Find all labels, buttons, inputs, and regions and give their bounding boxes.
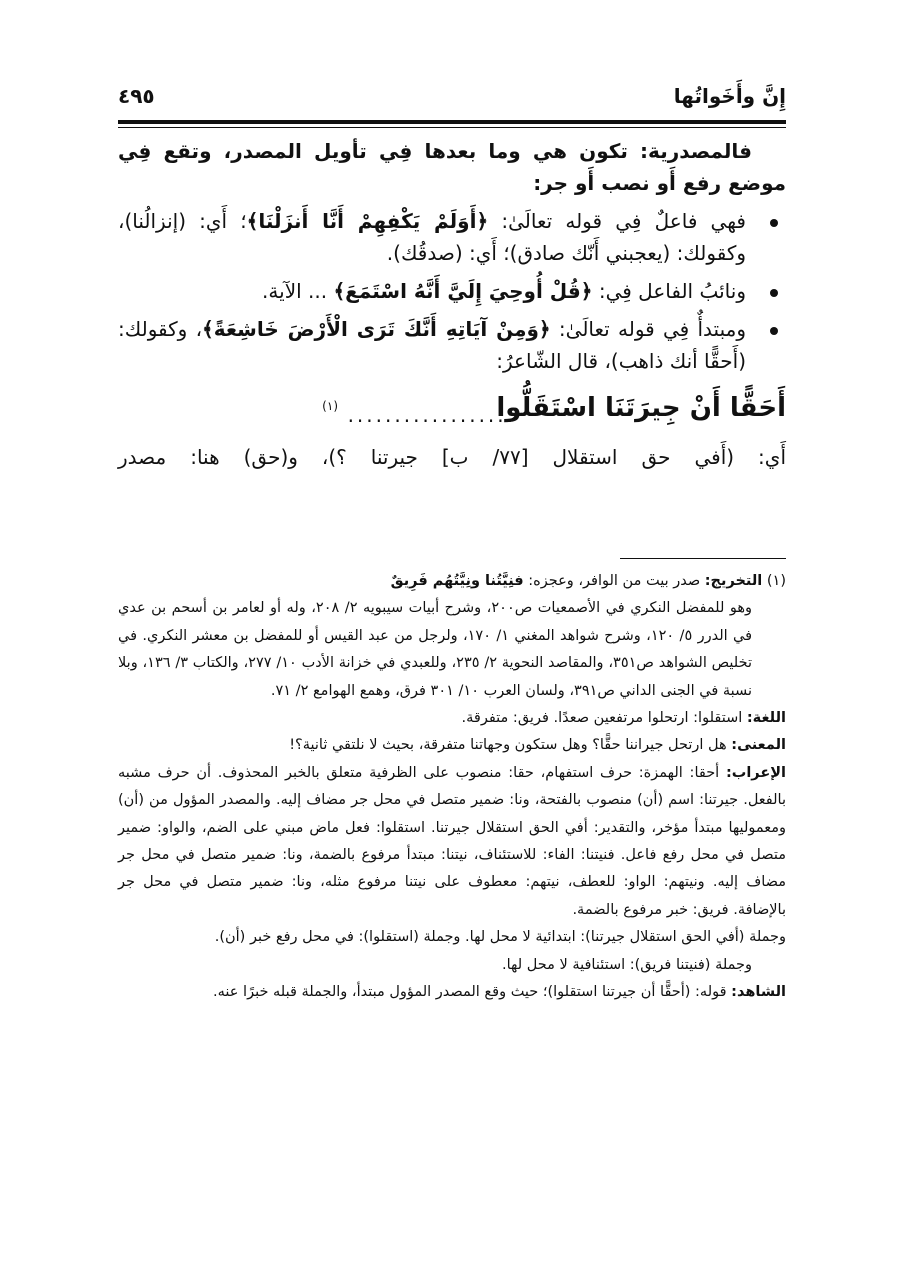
footnote-label: الإعراب: — [725, 764, 786, 781]
footnote-label: اللغة: — [746, 710, 786, 727]
bullet-item — [118, 205, 786, 269]
bullet-text: فهي فاعلٌ فِي قوله تعالَىٰ: — [501, 209, 746, 233]
footnote-lugha — [118, 705, 786, 732]
verse-text: أَحَقًّا أَنْ جِيرَتَنَا اسْتَقَلُّوا — [496, 393, 786, 423]
footnote-maana — [118, 732, 786, 759]
intro-paragraph: فالمصدرية: تكون هي وما بعدها فِي تأويل المصدر، وتقع فِي موضع رفع أَو نصب أَو جر: — [118, 139, 786, 195]
footnotes — [118, 568, 786, 1007]
closing-line: أَي: (أَفي حق استقلال [٧٧/ ب] جيرتنا ؟)، و(حق) هنا: مصدر — [118, 445, 787, 469]
bullet-text: ، وكقولك: (أَحقًّا أنك ذاهب)، قال الشّاعرُ: — [118, 317, 746, 373]
bullet-dot-icon — [770, 219, 778, 227]
main-text — [118, 135, 786, 473]
footnote-number: (١) — [766, 573, 786, 589]
footnote-text: أحقا: الهمزة: حرف استفهام، حقا: منصوب على الظرفية متعلق بالخبر المحذوف. أن حرف مشبه بالفعل. جيرتنا: اسم (أن) منصوب بالفتحة، ونا: ضمير متصل في محل جر مضاف إليه. والمصدر المؤول من (أن) ومعموليها مبتدأ مؤخر، والتقدير: أفي الحق استقلال جيرتنا. استقلوا: فعل ماض مبني على الضم، والواو: ضمير متصل في محل رفع فاعل. فنيتنا: الفاء: للاستئناف، نيتنا: مبتدأ مرفوع بالضمة، ونا: ضمير متصل في محل جر مضاف إليه. ونيتهم: الواو: للعطف، نيتهم: معطوف على نيتنا مرفوع مثله، ونا: ضمير متصل في محل جر بالإضافة. فريق: خبر مرفوع بالضمة. — [118, 764, 786, 918]
page-number: ٤٩٥ — [118, 84, 155, 108]
footnote-text: استقلوا: ارتحلوا مرتفعين صعدًا. فريق: متفرقة. — [461, 710, 743, 727]
quran-quote: ﴿وَمِنْ آيَاتِهِ أَنَّكَ تَرَى الْأَرْضَ خَاشِعَةً﴾ — [202, 317, 551, 341]
bullet-dot-icon — [770, 327, 778, 335]
bullet-item — [118, 313, 786, 377]
quran-quote: ﴿قُلْ أُوحِيَ إِلَيَّ أَنَّهُ اسْتَمَعَ﴾ — [333, 279, 593, 303]
footnote-jumla: وجملة (فنيتنا فريق): استئنافية لا محل لها. — [502, 956, 752, 973]
bullet-text: ؛ أَي: (إنزالُنا)، وكقولك: (يعجبني أَنّك صادق)؛ أَي: (صدقُك). — [118, 209, 746, 265]
header-rule-thick — [118, 120, 786, 124]
bullet-dot-icon — [770, 289, 778, 297]
bullet-text: ومبتدأٌ فِي قوله تعالَىٰ: — [558, 317, 746, 341]
footnote-irab — [118, 760, 786, 924]
verse-ellipsis: .................. — [347, 403, 516, 427]
footnote-ref[interactable]: (١) — [322, 399, 338, 413]
footnote-label: الشاهد: — [731, 984, 786, 1001]
header-rule-thin — [118, 127, 786, 128]
footnote-sources: وهو للمفضل النكري في الأصمعيات ص٢٠٠، وشرح أبيات سيبويه ٢/ ٢٠٨، وله أو لعامر بن أسحم بن عدي في الدرر ٥/ ١٢٠، وشرح شواهد المغني ١/ ١٧٠، ولرجل من عبد القيس أو للمفضل بن معشر النكري. في تخليص الشواهد ص٣٥١، والمقاصد النحوية ٢/ ٢٣٥، وللعبدي في خزانة الأدب ١٠/ ٢٧٧، والكتاب ٣/ ١٣٦، وبلا نسبة في الجنى الداني ص٣٩١، ولسان العرب ١٠/ ٣٠١ فرق، وهمع الهوامع ٢/ ٧١. — [118, 600, 753, 699]
bullet-item — [118, 275, 786, 307]
footnote-verse: فنِيَّتُنا ونِيَّتُهُم فَرِيقٌ — [390, 573, 524, 589]
quran-quote: ﴿أَوَلَمْ يَكْفِهِمْ أَنَّا أَنزَلْنَا﴾ — [246, 209, 489, 233]
bullet-list — [118, 205, 786, 377]
footnote-shahid — [118, 979, 786, 1006]
footnote-separator — [620, 558, 786, 559]
footnote-takhrij — [118, 568, 786, 595]
page-header — [118, 82, 786, 118]
bullet-text: ونائبُ الفاعل فِي: — [598, 279, 746, 303]
footnote-text: قوله: (أحقًّا أن جيرتنا استقلوا)؛ حيث وقع المصدر المؤول مبتدأ، والجملة قبله خبرًا عنه. — [213, 984, 727, 1001]
footnote-jumla: وجملة (أفي الحق استقلال جيرتنا): ابتدائية لا محل لها. وجملة (استقلوا): في محل رفع خبر (أن). — [214, 929, 786, 946]
footnote-label: التخريج: — [704, 573, 763, 589]
poetry-verse — [118, 393, 786, 441]
footnote-text: صدر بيت من الوافر، وعجزه: — [528, 573, 701, 589]
bullet-text: ... الآية. — [262, 279, 328, 303]
footnote-text: هل ارتحل جيراننا حقًّا؟ وهل ستكون وجهاتنا متفرقة، بحيث لا نلتقي ثانية؟! — [289, 737, 727, 754]
footnote-label: المعنى: — [731, 737, 786, 754]
chapter-title: إِنَّ وأَخَواتُها — [673, 84, 786, 108]
